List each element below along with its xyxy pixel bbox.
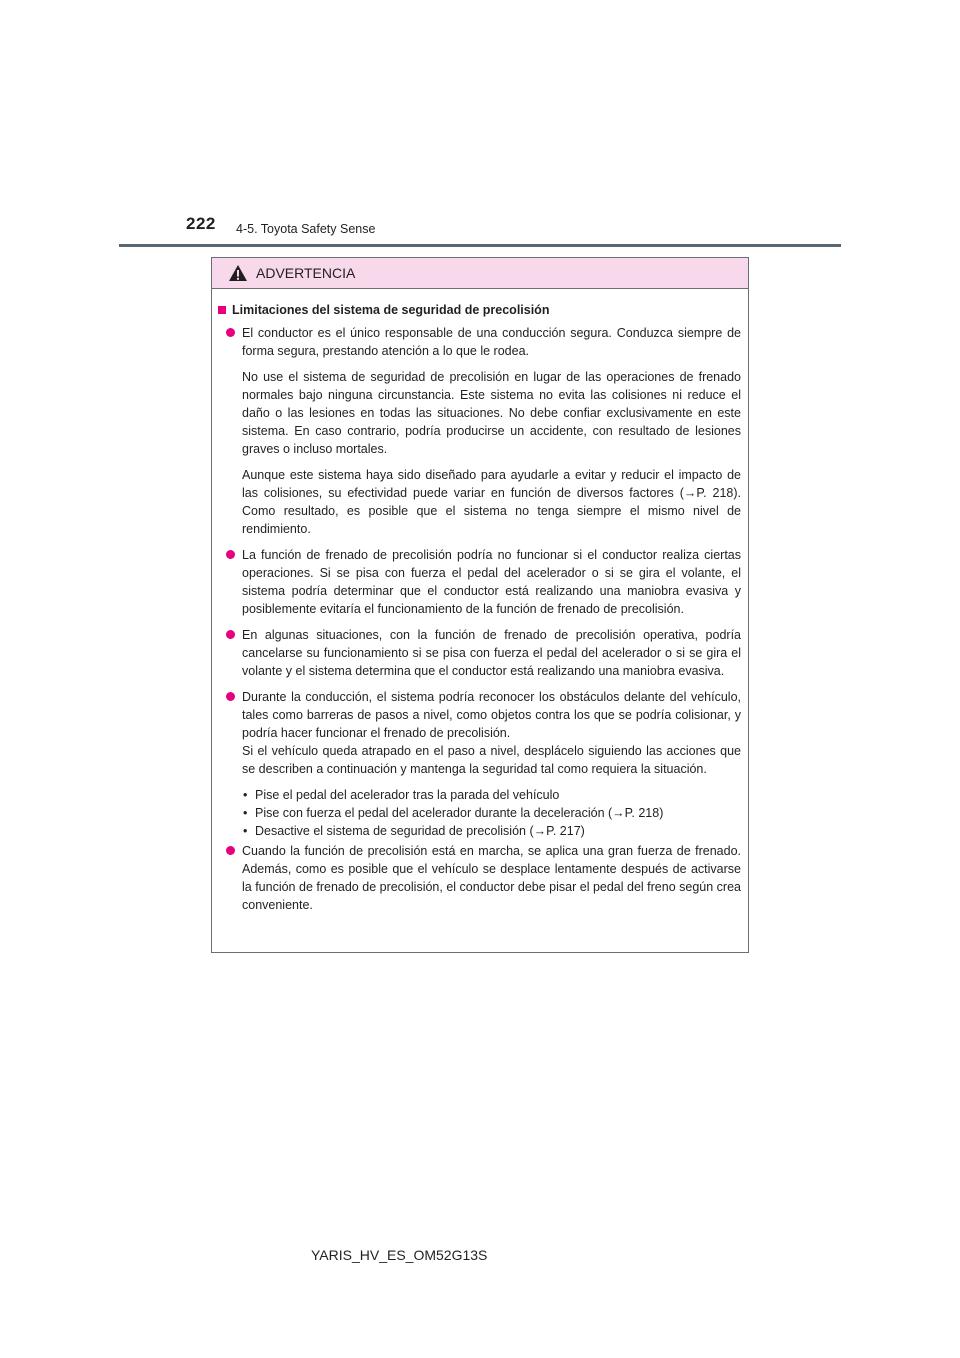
paragraph-text-continued: Si el vehículo queda atrapado en el paso a nivel, desplácelo siguiendo las acciones que se describen a continuación y mantenga la seguridad tal como requiera la situación. [242,744,741,776]
warning-box [211,257,749,953]
dot-icon: • [243,788,248,802]
paragraph-text: Durante la conducción, el sistema podría reconocer los obstáculos delante del vehículo, tales como barreras de pasos a nivel, como objetos contra los que se podría colisionar, y podría hacer funcionar el frenado de precolisión. [242,690,741,740]
round-bullet-icon [226,630,235,639]
dot-icon: • [243,824,248,838]
paragraph [242,626,741,680]
paragraph [242,324,741,360]
page-number: 222 [186,214,216,233]
subheading-text: Limitaciones del sistema de seguridad de precolisión [232,303,550,317]
round-bullet-icon [226,846,235,855]
paragraph [242,842,741,914]
list-item [242,804,741,822]
paragraph-text: En algunas situaciones, con la función de frenado de precolisión operativa, podría cancelarse su funcionamiento si se pisa con fuerza el pedal del acelerador o si se gira el volante y el sistema determina que el conductor está realizando una maniobra evasiva. [242,628,741,678]
paragraph [242,368,741,458]
warning-title: ADVERTENCIA [256,265,356,281]
warning-triangle-icon [228,264,248,282]
paragraph [242,466,741,538]
section-title: 4-5. Toyota Safety Sense [236,222,376,236]
header-rule [119,244,841,247]
warning-header [212,258,748,289]
list-item [242,786,741,804]
dot-list [242,786,741,840]
footer-code: YARIS_HV_ES_OM52G13S [311,1247,488,1263]
list-item-text: Pise con fuerza el pedal del acelerador durante la deceleración (→P. 218) [255,806,664,820]
list-item-text: Desactive el sistema de seguridad de precolisión (→P. 217) [255,824,585,838]
paragraph-text: No use el sistema de seguridad de precolisión en lugar de las operaciones de frenado normales bajo ninguna circunstancia. Este sistema no evita las colisiones ni reduce el daño o las lesiones en todas las situaciones. No debe confiar exclusivamente en este sistema. En caso contrario, podría producirse un accidente, con resultado de lesiones graves o incluso mortales. [242,370,741,456]
paragraph-text: El conductor es el único responsable de una conducción segura. Conduzca siempre de forma segura, prestando atención a lo que le rodea. [242,326,741,358]
paragraph [242,546,741,618]
subheading [218,303,741,317]
paragraph [242,688,741,778]
paragraph-text: La función de frenado de precolisión podría no funcionar si el conductor realiza ciertas operaciones. Si se pisa con fuerza el pedal del acelerador o si se gira el volante, el sistema podría determinar que el conductor está realizando una maniobra evasiva y posiblemente evitaría el funcionamiento de la función de frenado de precolisión. [242,548,741,616]
paragraph-text: Aunque este sistema haya sido diseñado para ayudarle a evitar y reducir el impacto de las colisiones, su efectividad puede variar en función de diversos factores (→P. 218). Como resultado, es posible que el sistema no tenga siempre el mismo nivel de rendimiento. [242,468,741,536]
round-bullet-icon [226,550,235,559]
round-bullet-icon [226,328,235,337]
square-bullet-icon [218,306,226,314]
list-item-text: Pise el pedal del acelerador tras la parada del vehículo [255,788,560,802]
paragraph-text: Cuando la función de precolisión está en marcha, se aplica una gran fuerza de frenado. Además, como es posible que el vehículo se desplace lentamente después de activarse la función de frenado de precolisión, el conductor debe pisar el pedal del freno según crea conveniente. [242,844,741,912]
warning-body [212,289,748,914]
dot-icon: • [243,806,248,820]
round-bullet-icon [226,692,235,701]
list-item [242,822,741,840]
